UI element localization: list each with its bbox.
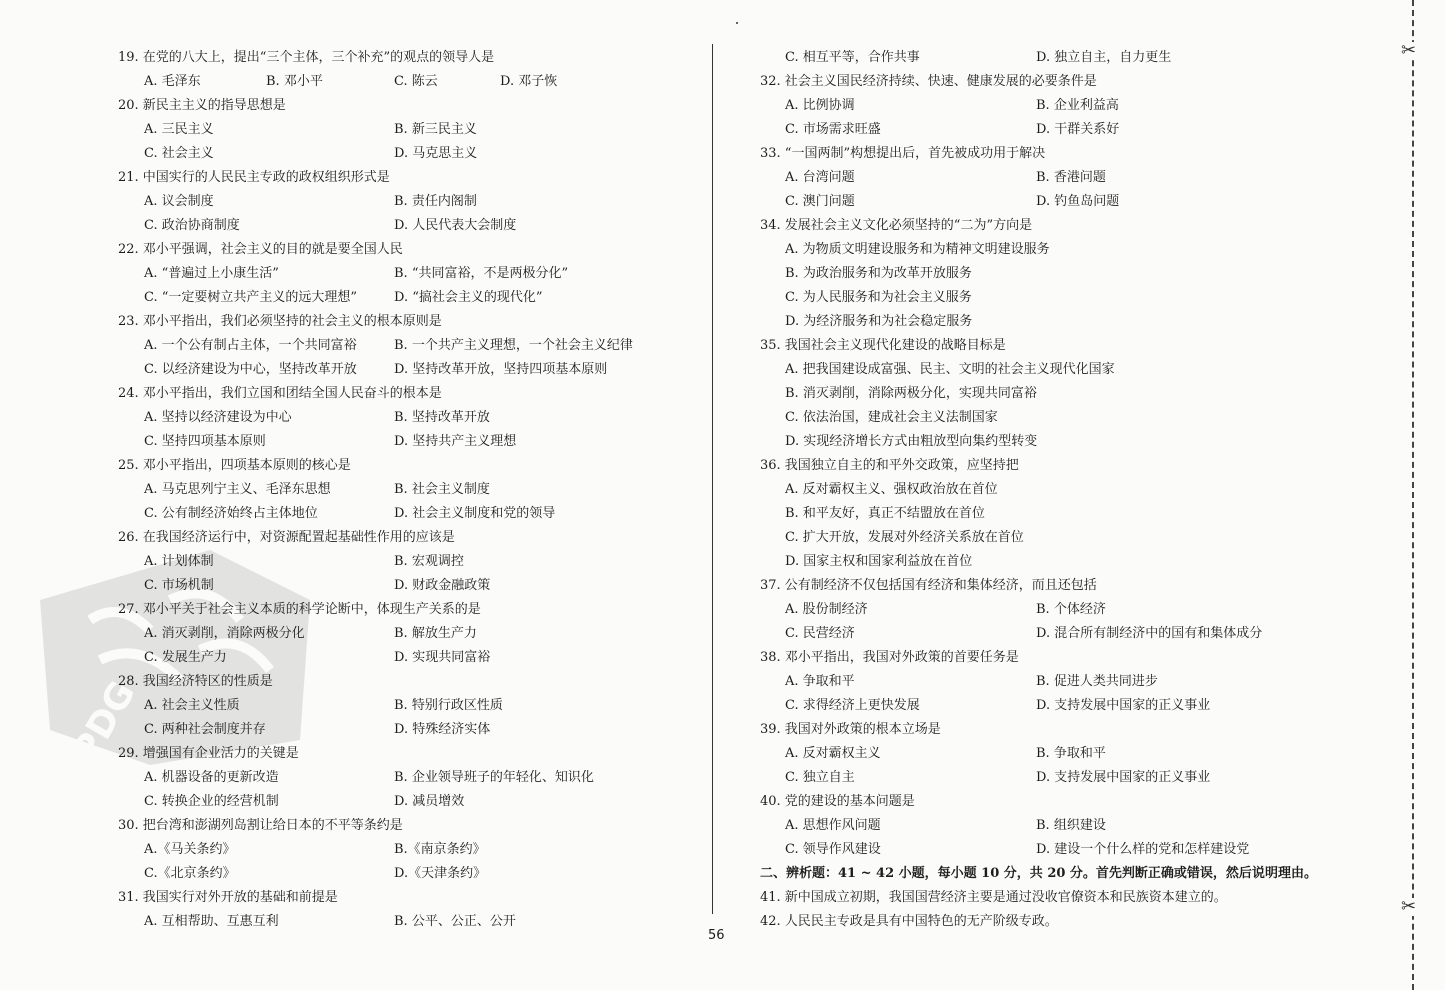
option-row xyxy=(760,118,1340,142)
answer-option: C. 领导作风建设 xyxy=(785,842,881,857)
answer-option: A. 反对霸权主义 xyxy=(785,746,881,761)
answer-option: D. 支持发展中国家的正义事业 xyxy=(1036,770,1211,785)
answer-option: C. 独立自主 xyxy=(785,770,855,785)
option-row xyxy=(760,286,1340,310)
answer-option: B. 促进人类共同进步 xyxy=(1036,674,1158,689)
answer-option: D. 混合所有制经济中的国有和集体成分 xyxy=(1036,626,1263,641)
right-column xyxy=(760,46,1340,934)
answer-option: C. 陈云 xyxy=(394,74,438,89)
question-stem: 37. 公有制经济不仅包括国有经济和集体经济，而且还包括 xyxy=(760,578,1097,593)
question-stem: 29. 增强国有企业活力的关键是 xyxy=(118,746,299,761)
answer-option: C. 求得经济上更快发展 xyxy=(785,698,920,713)
option-row xyxy=(118,70,698,94)
option-row xyxy=(760,478,1340,502)
option-row xyxy=(760,94,1340,118)
answer-option: C. 相互平等，合作共事 xyxy=(785,50,920,65)
answer-option: C. 依法治国，建成社会主义法制国家 xyxy=(785,410,998,425)
answer-option: A. 社会主义性质 xyxy=(144,698,240,713)
answer-option: A. 马克思列宁主义、毛泽东思想 xyxy=(144,482,331,497)
answer-option: B. 邓小平 xyxy=(266,74,323,89)
option-row xyxy=(760,622,1340,646)
answer-option: A. 争取和平 xyxy=(785,674,855,689)
answer-option: D. 坚持共产主义理想 xyxy=(394,434,517,449)
option-row xyxy=(760,190,1340,214)
answer-option: D. 减员增效 xyxy=(394,794,465,809)
answer-option: D. 支持发展中国家的正义事业 xyxy=(1036,698,1211,713)
option-row xyxy=(760,550,1340,574)
answer-option: A. 把我国建设成富强、民主、文明的社会主义现代化国家 xyxy=(785,362,1115,377)
option-row xyxy=(760,46,1340,70)
answer-option: B. 香港问题 xyxy=(1036,170,1106,185)
answer-option: C. 市场机制 xyxy=(144,578,214,593)
left-column xyxy=(118,46,698,934)
answer-option: A. 一个公有制占主体，一个共同富裕 xyxy=(144,338,357,353)
option-row xyxy=(118,862,698,886)
option-row xyxy=(760,766,1340,790)
answer-option: C. 澳门问题 xyxy=(785,194,855,209)
option-row xyxy=(760,166,1340,190)
answer-option: B. 新三民主义 xyxy=(394,122,477,137)
answer-option: A. 三民主义 xyxy=(144,122,214,137)
page-speck xyxy=(736,22,738,24)
option-row xyxy=(118,766,698,790)
answer-option: B.《南京条约》 xyxy=(394,842,486,857)
scissors-icon: ✂ xyxy=(1401,40,1417,61)
answer-option: B. 和平友好，真正不结盟放在首位 xyxy=(785,506,985,521)
page-number: 56 xyxy=(708,928,725,943)
option-row xyxy=(118,838,698,862)
question-stem: 25. 邓小平指出，四项基本原则的核心是 xyxy=(118,458,351,473)
answer-option: C. “一定要树立共产主义的远大理想” xyxy=(144,290,358,305)
option-row xyxy=(760,430,1340,454)
answer-option: A. 毛泽东 xyxy=(144,74,201,89)
option-row xyxy=(118,622,698,646)
column-divider xyxy=(712,44,713,914)
question-stem: 33. “一国两制”构想提出后，首先被成功用于解决 xyxy=(760,146,1046,161)
question-stem: 21. 中国实行的人民民主专政的政权组织形式是 xyxy=(118,170,390,185)
answer-option: A. 股份制经济 xyxy=(785,602,868,617)
answer-option: A. 台湾问题 xyxy=(785,170,855,185)
answer-option: D. “搞社会主义的现代化” xyxy=(394,290,543,305)
option-row xyxy=(760,262,1340,286)
option-row xyxy=(760,670,1340,694)
answer-option: D. 财政金融政策 xyxy=(394,578,491,593)
option-row xyxy=(118,646,698,670)
answer-option: D. 特殊经济实体 xyxy=(394,722,491,737)
question-stem: 24. 邓小平指出，我们立国和团结全国人民奋斗的根本是 xyxy=(118,386,442,401)
answer-option: B. 责任内阁制 xyxy=(394,194,477,209)
option-row xyxy=(760,814,1340,838)
answer-option: D. 坚持改革开放，坚持四项基本原则 xyxy=(394,362,608,377)
answer-option: B. 特别行政区性质 xyxy=(394,698,503,713)
answer-option: C. 政治协商制度 xyxy=(144,218,240,233)
answer-option: A.《马关条约》 xyxy=(144,842,236,857)
question-stem: 28. 我国经济特区的性质是 xyxy=(118,674,273,689)
answer-option: A. 比例协调 xyxy=(785,98,855,113)
essay-question: 41. 新中国成立初期，我国国营经济主要是通过没收官僚资本和民族资本建立的。 xyxy=(760,890,1227,905)
question-stem: 40. 党的建设的基本问题是 xyxy=(760,794,915,809)
answer-option: B. 解放生产力 xyxy=(394,626,477,641)
answer-option: D. 人民代表大会制度 xyxy=(394,218,517,233)
answer-option: A. 计划体制 xyxy=(144,554,214,569)
cut-line xyxy=(1412,0,1414,990)
answer-option: A. 消灭剥削，消除两极分化 xyxy=(144,626,305,641)
option-row xyxy=(760,382,1340,406)
answer-option: C. 为人民服务和为社会主义服务 xyxy=(785,290,972,305)
answer-option: A. “普遍过上小康生活” xyxy=(144,266,279,281)
option-row xyxy=(118,790,698,814)
answer-option: B. 坚持改革开放 xyxy=(394,410,490,425)
answer-option: C. 扩大开放，发展对外经济关系放在首位 xyxy=(785,530,1024,545)
question-stem: 35. 我国社会主义现代化建设的战略目标是 xyxy=(760,338,1006,353)
option-row xyxy=(118,118,698,142)
question-stem: 22. 邓小平强调，社会主义的目的就是要全国人民 xyxy=(118,242,403,257)
option-row xyxy=(118,334,698,358)
answer-option: C. 两种社会制度并存 xyxy=(144,722,266,737)
option-row xyxy=(118,718,698,742)
option-row xyxy=(760,694,1340,718)
question-stem: 38. 邓小平指出，我国对外政策的首要任务是 xyxy=(760,650,1019,665)
option-row xyxy=(118,358,698,382)
answer-option: A. 思想作风问题 xyxy=(785,818,881,833)
answer-option: B. 社会主义制度 xyxy=(394,482,490,497)
option-row xyxy=(118,190,698,214)
essay-question: 42. 人民民主专政是具有中国特色的无产阶级专政。 xyxy=(760,914,1058,929)
option-row xyxy=(760,838,1340,862)
option-row xyxy=(760,502,1340,526)
answer-option: B. 消灭剥削，消除两极分化，实现共同富裕 xyxy=(785,386,1037,401)
option-row xyxy=(760,742,1340,766)
answer-option: A. 机器设备的更新改造 xyxy=(144,770,279,785)
answer-option: B. 个体经济 xyxy=(1036,602,1106,617)
answer-option: B. 公平、公正、公开 xyxy=(394,914,516,929)
question-stem: 36. 我国独立自主的和平外交政策，应坚持把 xyxy=(760,458,1019,473)
answer-option: D. 实现经济增长方式由粗放型向集约型转变 xyxy=(785,434,1038,449)
question-stem: 32. 社会主义国民经济持续、快速、健康发展的必要条件是 xyxy=(760,74,1097,89)
option-row xyxy=(760,310,1340,334)
question-stem: 39. 我国对外政策的根本立场是 xyxy=(760,722,941,737)
answer-option: A. 为物质文明建设服务和为精神文明建设服务 xyxy=(785,242,1050,257)
answer-option: D. 邓子恢 xyxy=(500,74,558,89)
option-row xyxy=(760,526,1340,550)
answer-option: B. 企业利益高 xyxy=(1036,98,1119,113)
answer-option: C. 公有制经济始终占主体地位 xyxy=(144,506,318,521)
option-row xyxy=(118,142,698,166)
option-row xyxy=(760,406,1340,430)
answer-option: A. 反对霸权主义、强权政治放在首位 xyxy=(785,482,998,497)
watermark-text: PDG xyxy=(65,674,144,770)
answer-option: D. 为经济服务和为社会稳定服务 xyxy=(785,314,973,329)
answer-option: D.《天津条约》 xyxy=(394,866,487,881)
option-row xyxy=(760,358,1340,382)
answer-option: B. 为政治服务和为改革开放服务 xyxy=(785,266,972,281)
answer-option: A. 互相帮助、互惠互利 xyxy=(144,914,279,929)
question-stem: 19. 在党的八大上，提出“三个主体，三个补充”的观点的领导人是 xyxy=(118,50,495,65)
answer-option: B. “共同富裕，不是两极分化” xyxy=(394,266,569,281)
answer-option: D. 独立自主，自力更生 xyxy=(1036,50,1172,65)
question-stem: 31. 我国实行对外开放的基础和前提是 xyxy=(118,890,338,905)
answer-option: B. 争取和平 xyxy=(1036,746,1106,761)
question-stem: 20. 新民主主义的指导思想是 xyxy=(118,98,286,113)
question-stem: 34. 发展社会主义文化必须坚持的“二为”方向是 xyxy=(760,218,1033,233)
option-row xyxy=(118,406,698,430)
question-stem: 27. 邓小平关于社会主义本质的科学论断中，体现生产关系的是 xyxy=(118,602,481,617)
answer-option: C. 市场需求旺盛 xyxy=(785,122,881,137)
answer-option: B. 企业领导班子的年轻化、知识化 xyxy=(394,770,594,785)
scissors-icon: ✂ xyxy=(1401,896,1417,917)
answer-option: D. 实现共同富裕 xyxy=(394,650,491,665)
answer-option: D. 钓鱼岛问题 xyxy=(1036,194,1120,209)
answer-option: B. 宏观调控 xyxy=(394,554,464,569)
answer-option: D. 国家主权和国家利益放在首位 xyxy=(785,554,973,569)
answer-option: D. 社会主义制度和党的领导 xyxy=(394,506,556,521)
option-row xyxy=(118,694,698,718)
section-heading: 二、辨析题：41 ~ 42 小题，每小题 10 分，共 20 分。首先判断正确或错误，然后说明理由。 xyxy=(760,866,1317,881)
option-row xyxy=(118,550,698,574)
answer-option: A. 坚持以经济建设为中心 xyxy=(144,410,292,425)
answer-option: C. 民营经济 xyxy=(785,626,855,641)
answer-option: B. 组织建设 xyxy=(1036,818,1106,833)
answer-option: D. 建设一个什么样的党和怎样建设党 xyxy=(1036,842,1250,857)
answer-option: D. 干群关系好 xyxy=(1036,122,1120,137)
answer-option: C.《北京条约》 xyxy=(144,866,236,881)
option-row xyxy=(118,478,698,502)
option-row xyxy=(118,502,698,526)
option-row xyxy=(118,286,698,310)
option-row xyxy=(118,574,698,598)
answer-option: A. 议会制度 xyxy=(144,194,214,209)
answer-option: C. 坚持四项基本原则 xyxy=(144,434,266,449)
answer-option: C. 转换企业的经营机制 xyxy=(144,794,279,809)
option-row xyxy=(760,238,1340,262)
question-stem: 23. 邓小平指出，我们必须坚持的社会主义的根本原则是 xyxy=(118,314,442,329)
answer-option: C. 发展生产力 xyxy=(144,650,227,665)
answer-option: C. 以经济建设为中心，坚持改革开放 xyxy=(144,362,357,377)
question-stem: 26. 在我国经济运行中，对资源配置起基础性作用的应该是 xyxy=(118,530,455,545)
question-stem: 30. 把台湾和澎湖列岛割让给日本的不平等条约是 xyxy=(118,818,403,833)
option-row xyxy=(760,598,1340,622)
answer-option: D. 马克思主义 xyxy=(394,146,478,161)
option-row xyxy=(118,262,698,286)
option-row xyxy=(118,430,698,454)
answer-option: B. 一个共产主义理想，一个社会主义纪律 xyxy=(394,338,633,353)
option-row xyxy=(118,910,698,934)
option-row xyxy=(118,214,698,238)
answer-option: C. 社会主义 xyxy=(144,146,214,161)
